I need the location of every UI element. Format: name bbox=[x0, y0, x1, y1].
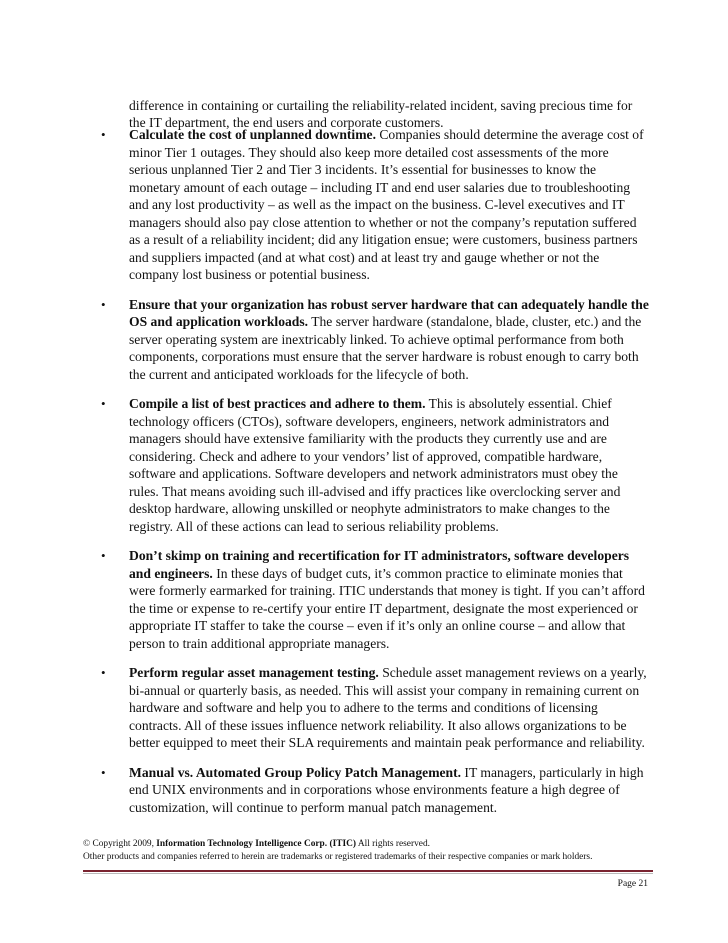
trademark-notice: Other products and companies referred to herein are trademarks or registered trademarks of their respective companies or mark holders. bbox=[83, 851, 593, 862]
list-item bbox=[0, 395, 649, 535]
list-item bbox=[0, 664, 649, 752]
list-item bbox=[0, 126, 649, 284]
item-heading: Calculate the cost of unplanned downtime. bbox=[129, 127, 376, 142]
footer-divider-gray bbox=[83, 873, 653, 874]
page-footer bbox=[83, 838, 653, 863]
bullet-icon: • bbox=[101, 396, 106, 411]
page-number: Page 21 bbox=[617, 879, 648, 889]
bullet-icon: • bbox=[101, 764, 106, 780]
continuation-paragraph: difference in containing or curtailing the reliability-related incident, saving precious time for the IT department, the end users and corporate customers. bbox=[129, 97, 633, 131]
copyright-prefix: © Copyright 2009, bbox=[83, 839, 157, 849]
item-heading: Manual vs. Automated Group Policy Patch Management. bbox=[129, 764, 462, 780]
bullet-list bbox=[0, 126, 728, 828]
item-heading: Don’t skimp on training and recertification for IT administrators, software developers and engineers. bbox=[129, 548, 630, 581]
bullet-icon: • bbox=[101, 296, 106, 312]
list-item bbox=[0, 296, 649, 384]
item-body: Companies should determine the average cost of minor Tier 1 outages. They should also keep more detailed cost assessments of the more serious unplanned Tier 2 and Tier 3 incidents. It’s essential for businesses to know the monetary amount of each outage – including IT and end user salaries due to troubleshooting and any lost productivity – as well as the impact on the business. C-level executives and IT managers should also pay close attention to whether or not the company’s reputation suffered as a result of a reliability incident; did any litigation ensue; were customers, business partners and suppliers impacted (and at what cost) and at least try and gauge whether or not the company lost business or potential business. bbox=[129, 127, 644, 282]
list-item bbox=[0, 764, 649, 817]
rights-text: All rights reserved. bbox=[356, 839, 430, 849]
bullet-icon: • bbox=[101, 127, 106, 142]
company-name: Information Technology Intelligence Corp. (ITIC) bbox=[156, 839, 357, 849]
footer-divider-red bbox=[83, 870, 653, 872]
copyright-line bbox=[83, 838, 653, 851]
item-heading: Ensure that your organization has robust server hardware that can adequately handle the OS and application workloads. bbox=[129, 296, 649, 329]
item-body: The server hardware (standalone, blade, cluster, etc.) and the server operating system are inextricably linked. To achieve optimal performance from both components, corporations must ensure that the server hardware is robust enough to carry both the current and anticipated workloads for the lifecycle of both. bbox=[129, 314, 642, 382]
item-heading: Perform regular asset management testing. bbox=[129, 665, 379, 680]
item-body: IT managers, particularly in high end UNIX environments and in corporations whose environments feature a high degree of customization, will continue to perform manual patch management. bbox=[129, 764, 644, 815]
bullet-icon: • bbox=[101, 548, 106, 563]
item-heading: Compile a list of best practices and adhere to them. bbox=[129, 396, 426, 411]
list-item bbox=[0, 547, 649, 652]
bullet-icon: • bbox=[101, 665, 106, 680]
item-body: In these days of budget cuts, it’s common practice to eliminate monies that were formerly earmarked for training. ITIC understands that money is tight. If you can’t afford the time or expense to re-certify your entire IT department, designate the most experienced or appropriate IT staffer to take the course – even if it’s only an online course – and allow that person to train additional appropriate managers. bbox=[129, 565, 645, 651]
item-body: This is absolutely essential. Chief technology officers (CTOs), software developers, engineers, network administrators and managers should have extensive familiarity with the products they currently use and are considering. Check and adhere to your vendors’ list of approved, compatible hardware, software and applications. Software developers and network administrators must obey the rules. That means avoiding such ill-advised and iffy practices like overclocking server and desktop hardware, allowing unskilled or neophyte administrators to make changes to the registry. All of these actions can lead to serious reliability problems. bbox=[129, 396, 621, 534]
item-body: Schedule asset management reviews on a yearly, bi-annual or quarterly basis, as needed. This will assist your company in remaining current on hardware and software and help you to adhere to the terms and conditions of licensing contracts. All of these issues influence network reliability. It also allows organizations to be better equipped to meet their SLA requirements and maintain peak performance and reliability. bbox=[129, 665, 647, 750]
